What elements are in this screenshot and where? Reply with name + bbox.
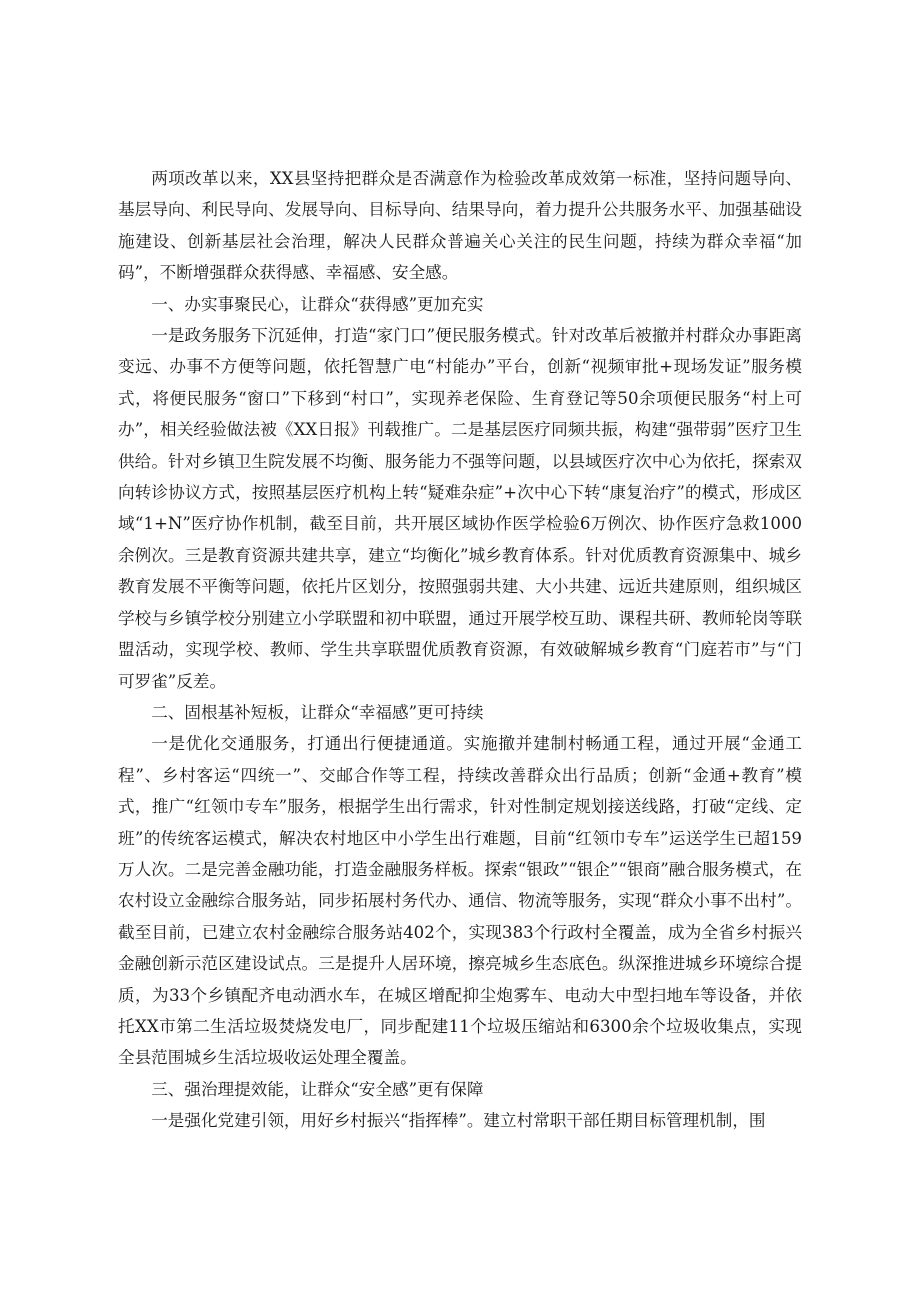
intro-paragraph: 两项改革以来，XX县坚持把群众是否满意作为检验改革成效第一标准，坚持问题导向、基层导向、利民导向、发展导向、目标导向、结果导向，着力提升公共服务水平、加强基础设施建设、创新基层社会治理，解决人民群众普遍关心关注的民生问题，持续为群众幸福“加码”，不断增强群众获得感、幸福感、安全感。	[118, 169, 802, 283]
section-1-paragraph: 一是政务服务下沉延伸，打造“家门口”便民服务模式。针对改革后被撤并村群众办事距离变远、办事不方便等问题，依托智慧广电“村能办”平台，创新“视频审批+现场发证”服务模式，将便民服务“窗口”下移到“村口”，实现养老保险、生育登记等50余项便民服务“村上可办”，相关经验做法被《XX日报》刊载推广。二是基层医疗同频共振，构建“强带弱”医疗卫生供给。针对乡镇卫生院发展不均衡、服务能力不强等问题，以县域医疗次中心为依托，探索双向转诊协议方式，按照基层医疗机构上转“疑难杂症”+次中心下转“康复治疗”的模式，形成区域“1+N”医疗协作机制，截至目前，共开展区域协作医学检验6万例次、协作医疗急救1000余例次。三是教育资源共建共享，建立“均衡化”城乡教育体系。针对优质教育资源集中、城乡教育发展不平衡等问题，依托片区划分，按照强弱共建、大小共建、远近共建原则，组织城区学校与乡镇学校分别建立小学联盟和初中联盟，通过开展学校互助、课程共研、教师轮岗等联盟活动，实现学校、教师、学生共享联盟优质教育资源，有效破解城乡教育“门庭若市”与“门可罗雀”反差。	[118, 326, 802, 691]
document-body	[118, 163, 802, 1137]
section-2-paragraph: 一是优化交通服务，打通出行便捷通道。实施撤并建制村畅通工程，通过开展“金通工程”、乡村客运“四统一”、交邮合作等工程，持续改善群众出行品质；创新“金通+教育”模式，推广“红领巾专车”服务，根据学生出行需求，针对性制定规划接送线路，打破“定线、定班”的传统客运模式，解决农村地区中小学生出行难题，目前“红领巾专车”运送学生已超159万人次。二是完善金融功能，打造金融服务样板。探索“银政”“银企”“银商”融合服务模式，在农村设立金融综合服务站，同步拓展村务代办、通信、物流等服务，实现“群众小事不出村”。截至目前，已建立农村金融综合服务站402个，实现383个行政村全覆盖，成为全省乡村振兴金融创新示范区建设试点。三是提升人居环境，擦亮城乡生态底色。纵深推进城乡环境综合提质，为33个乡镇配齐电动洒水车，在城区增配抑尘炮雾车、电动大中型扫地车等设备，并依托XX市第二生活垃圾焚烧发电厂，同步配建11个垃圾压缩站和6300余个垃圾收集点，实现全县范围城乡生活垃圾收运处理全覆盖。	[118, 734, 802, 1068]
section-3-heading: 三、强治理提效能，让群众“安全感”更有保障	[151, 1079, 484, 1099]
section-3-paragraph: 一是强化党建引领，用好乡村振兴“指挥棒”。建立村常职干部任期目标管理机制，围	[151, 1111, 766, 1131]
section-2-heading: 二、固根基补短板，让群众“幸福感”更可持续	[151, 702, 484, 722]
section-1-heading: 一、办实事聚民心，让群众“获得感”更加充实	[151, 294, 484, 314]
